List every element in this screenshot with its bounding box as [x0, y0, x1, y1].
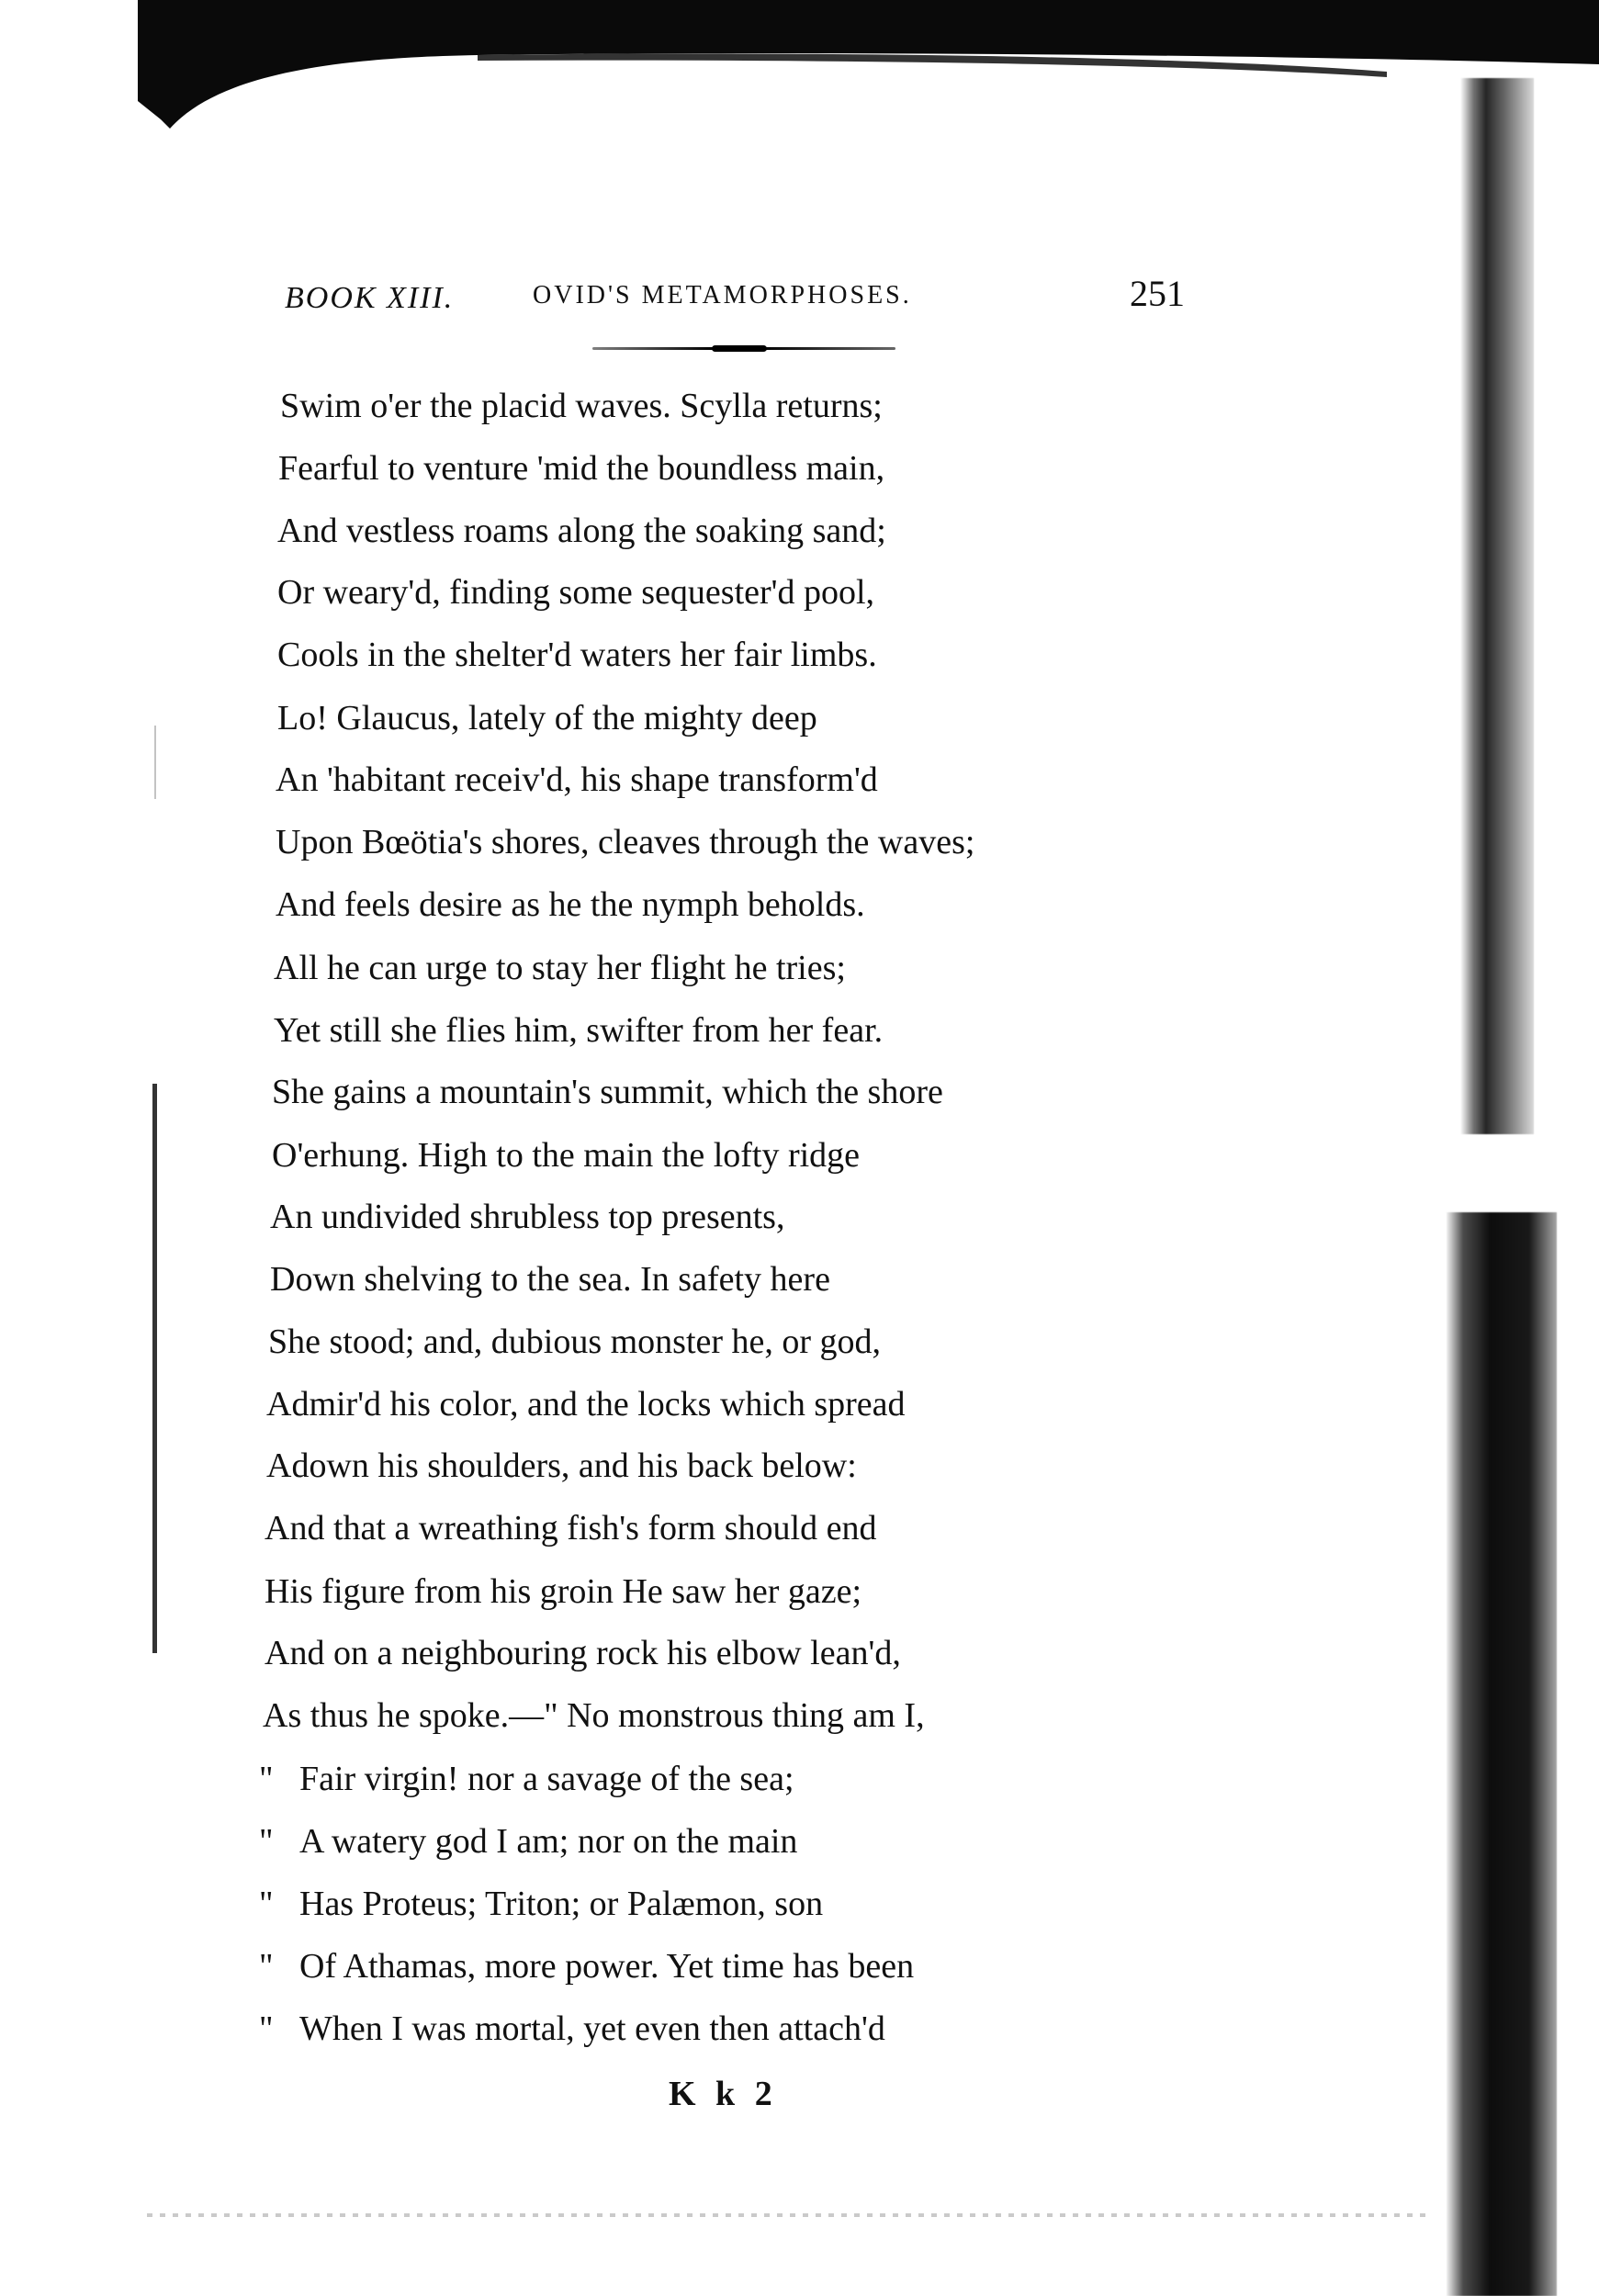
quote-mark: " — [259, 1885, 274, 1923]
poem-line-text: Fair virgin! nor a savage of the sea; — [299, 1760, 794, 1798]
header-rule — [592, 347, 895, 350]
poem-line-text: A watery god I am; nor on the main — [299, 1822, 798, 1861]
poem-line: Admir'd his color, and the locks which spread — [266, 1385, 906, 1424]
poem-line: Upon Bœötia's shores, cleaves through the waves; — [276, 823, 975, 861]
scan-shadow-upper — [1460, 78, 1534, 1134]
poem-line: And on a neighbouring rock his elbow lean'd, — [265, 1634, 901, 1672]
poem-line: O'erhung. High to the main the lofty ridge — [272, 1136, 861, 1175]
poem-line: She gains a mountain's summit, which the shore — [272, 1073, 943, 1111]
work-title: OVID'S METAMORPHOSES. — [533, 281, 912, 310]
poem-line: An 'habitant receiv'd, his shape transform'd — [276, 760, 878, 799]
page-number: 251 — [1130, 273, 1185, 314]
poem-line-text: Of Athamas, more power. Yet time has been — [299, 1947, 915, 1986]
poem-line: Swim o'er the placid waves. Scylla returns; — [280, 387, 883, 425]
scan-shadow-lower — [1447, 1212, 1557, 2296]
poem-line — [259, 1759, 794, 1799]
scan-margin-mark — [154, 726, 156, 799]
poem-line — [259, 1821, 797, 1862]
quote-mark: " — [259, 2009, 274, 2048]
poem-line — [259, 1884, 823, 1924]
poem-line: Or weary'd, finding some sequester'd pool, — [277, 573, 875, 612]
poem-line — [259, 1946, 914, 1986]
quote-mark: " — [259, 1760, 274, 1798]
running-head — [0, 272, 1599, 318]
poem-line: Cools in the shelter'd waters her fair limbs. — [277, 636, 877, 674]
scan-margin-line — [152, 1084, 157, 1653]
signature-mark: K k 2 — [669, 2075, 778, 2113]
poem-line — [259, 2009, 885, 2049]
poem-line: Lo! Glaucus, lately of the mighty deep — [277, 699, 817, 737]
poem-line: And feels desire as he the nymph beholds. — [276, 885, 865, 924]
poem-line: His figure from his groin He saw her gaze; — [265, 1572, 862, 1611]
quote-mark: " — [259, 1822, 274, 1861]
poem-line: She stood; and, dubious monster he, or god, — [268, 1322, 882, 1361]
poem-line: And vestless roams along the soaking sand; — [277, 512, 886, 550]
scan-smear-top — [0, 0, 1599, 165]
poem-line: Fearful to venture 'mid the boundless main, — [278, 449, 885, 488]
poem-line: Yet still she flies him, swifter from her fear. — [274, 1011, 884, 1050]
scan-bottom-noise — [147, 2213, 1433, 2217]
book-label: BOOK XIII. — [285, 281, 455, 315]
poem-line: Adown his shoulders, and his back below: — [266, 1446, 857, 1485]
poem-line: An undivided shrubless top presents, — [270, 1198, 785, 1236]
poem-line-text: Has Proteus; Triton; or Palæmon, son — [299, 1885, 824, 1923]
quote-mark: " — [259, 1947, 274, 1986]
poem-line-text: When I was mortal, yet even then attach'd — [299, 2009, 885, 2048]
poem-line: Down shelving to the sea. In safety here — [270, 1260, 830, 1299]
poem-line: And that a wreathing fish's form should end — [265, 1509, 877, 1548]
poem-line: As thus he spoke.—" No monstrous thing am I, — [263, 1696, 925, 1735]
poem-line: All he can urge to stay her flight he tries; — [274, 949, 846, 987]
